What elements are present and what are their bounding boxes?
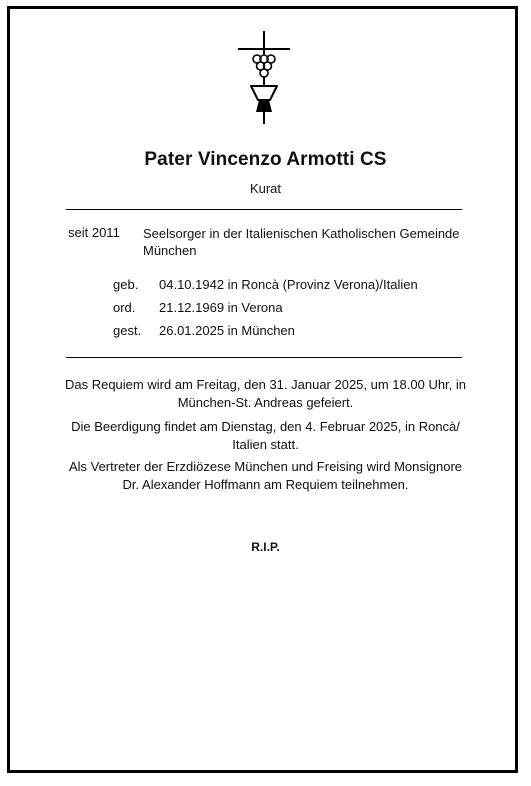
representative-announcement: Als Vertreter der Erzdiözese München und Freising wird Monsignore Dr. Alexander Hoffmann am Requiem teilnehmen. [68,459,463,492]
closing-rip: R.I.P. [251,540,280,554]
life-event-value: 26.01.2025 in München [159,323,295,338]
top-divider [66,209,462,210]
cross-grapes-chalice-icon [236,31,292,125]
life-event-label: gest. [113,323,142,338]
person-title: Kurat [249,181,282,196]
requiem-announcement: Das Requiem wird am Freitag, den 31. Januar 2025, um 18.00 Uhr, in München-St. Andreas gefeiert. [64,377,467,410]
life-event-value: 04.10.1942 in Roncà (Provinz Verona)/Italien [159,277,418,292]
life-event-value: 21.12.1969 in Verona [159,300,283,315]
bottom-divider [66,357,462,358]
career-description: Seelsorger in der Italienischen Katholischen Gemeinde München [143,226,460,258]
funeral-announcement: Die Beerdigung findet am Dienstag, den 4. Februar 2025, in Roncà/ Italien statt. [71,419,460,452]
career-year: seit 2011 [68,225,120,240]
person-name: Pater Vincenzo Armotti CS [144,149,387,170]
life-event-label: ord. [113,300,136,315]
life-event-label: geb. [113,277,139,292]
